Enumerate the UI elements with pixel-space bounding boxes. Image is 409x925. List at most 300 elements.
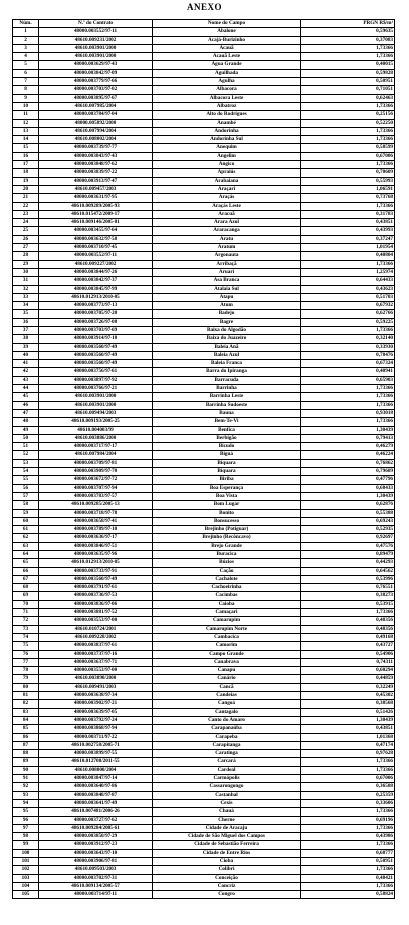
table-row bbox=[13, 277, 395, 285]
cell-prgn: 1,73366 bbox=[301, 202, 395, 210]
cell-contract: 48610.010724/2001 bbox=[39, 625, 153, 633]
cell-field-name: Boa Esperança bbox=[153, 484, 301, 492]
cell-field-name: Cacimbas bbox=[153, 592, 301, 600]
cell-contract: 48610.012708/2011-55 bbox=[39, 758, 153, 766]
cell-field-name: Biriba bbox=[153, 476, 301, 484]
cell-contract: 48610.009227/2002 bbox=[39, 260, 153, 268]
table-row bbox=[13, 36, 395, 44]
cell-contract: 48000.003643/97-10 bbox=[39, 849, 153, 857]
cell-prgn: 1,25974 bbox=[301, 268, 395, 276]
table-row bbox=[13, 210, 395, 218]
cell-field-name: Barrinha Sudoeste bbox=[153, 401, 301, 409]
table-row bbox=[13, 683, 395, 691]
cell-number: 20 bbox=[13, 185, 39, 193]
table-row bbox=[13, 443, 395, 451]
cell-field-name: Badejo bbox=[153, 310, 301, 318]
cell-prgn: 0,93018 bbox=[301, 409, 395, 417]
cell-prgn: 0,53996 bbox=[301, 575, 395, 583]
cell-number: 50 bbox=[13, 434, 39, 442]
cell-number: 2 bbox=[13, 36, 39, 44]
cell-prgn: 0,64433 bbox=[301, 277, 395, 285]
cell-prgn: 0,38568 bbox=[301, 700, 395, 708]
cell-prgn: 1,73366 bbox=[301, 53, 395, 61]
cell-contract: 48000.003792/97-24 bbox=[39, 716, 153, 724]
table-row bbox=[13, 360, 395, 368]
cell-field-name: Araçás Leste bbox=[153, 202, 301, 210]
cell-field-name: Cancã bbox=[153, 683, 301, 691]
cell-field-name: Barrinha Leste bbox=[153, 393, 301, 401]
cell-contract: 48610.012913/2010-05 bbox=[39, 559, 153, 567]
cell-prgn: 0,45302 bbox=[301, 692, 395, 700]
cell-contract: 48000.003718/97-78 bbox=[39, 509, 153, 517]
cell-contract: 48610.009289/2005-93 bbox=[39, 202, 153, 210]
cell-number: 102 bbox=[13, 866, 39, 874]
cell-prgn: 0,79609 bbox=[301, 468, 395, 476]
cell-contract: 48000.003902/97-21 bbox=[39, 700, 153, 708]
cell-field-name: Cherne bbox=[153, 816, 301, 824]
cell-number: 19 bbox=[13, 177, 39, 185]
cell-prgn: 0,55388 bbox=[301, 509, 395, 517]
table-row bbox=[13, 551, 395, 559]
cell-number: 12 bbox=[13, 119, 39, 127]
table-row bbox=[13, 775, 395, 783]
cell-contract: 48610.007481/2006-26 bbox=[39, 808, 153, 816]
cell-prgn: 0,67324 bbox=[301, 360, 395, 368]
cell-number: 73 bbox=[13, 625, 39, 633]
table-row bbox=[13, 849, 395, 857]
cell-number: 56 bbox=[13, 484, 39, 492]
cell-field-name: Albacora Leste bbox=[153, 94, 301, 102]
cell-prgn: 1,73366 bbox=[301, 136, 395, 144]
table-row bbox=[13, 293, 395, 301]
cell-field-name: Cidade de São Miguel dos Campos bbox=[153, 833, 301, 841]
cell-prgn: 0,67006 bbox=[301, 152, 395, 160]
header-number: Núm. bbox=[13, 20, 39, 28]
cell-number: 6 bbox=[13, 69, 39, 77]
table-row bbox=[13, 152, 395, 160]
cell-prgn: 1,01954 bbox=[301, 244, 395, 252]
cell-field-name: Carapeba bbox=[153, 733, 301, 741]
table-row bbox=[13, 244, 395, 252]
cell-prgn: 0,59225 bbox=[301, 318, 395, 326]
cell-field-name: Castanhal bbox=[153, 791, 301, 799]
cell-prgn: 1,01368 bbox=[301, 733, 395, 741]
cell-number: 16 bbox=[13, 152, 39, 160]
cell-field-name: Caratinga bbox=[153, 750, 301, 758]
cell-prgn: 0,76862 bbox=[301, 459, 395, 467]
cell-contract: 48000.003707/97-94 bbox=[39, 484, 153, 492]
cell-number: 88 bbox=[13, 750, 39, 758]
header-contract: N.º do Contrato bbox=[39, 20, 153, 28]
cell-contract: 48000.003726/97-08 bbox=[39, 318, 153, 326]
table-row bbox=[13, 127, 395, 135]
table-row bbox=[13, 791, 395, 799]
cell-number: 47 bbox=[13, 409, 39, 417]
table-row bbox=[13, 891, 395, 899]
cell-field-name: Biquara bbox=[153, 459, 301, 467]
cell-prgn: 1,73366 bbox=[301, 766, 395, 774]
cell-number: 84 bbox=[13, 716, 39, 724]
cell-number: 67 bbox=[13, 575, 39, 583]
cell-contract: 48000.003779/97-66 bbox=[39, 78, 153, 86]
cell-prgn: 0,62463 bbox=[301, 94, 395, 102]
cell-contract: 48000.003739/97-77 bbox=[39, 144, 153, 152]
cell-contract: 48000.003850/97-29 bbox=[39, 833, 153, 841]
cell-field-name: Cambacica bbox=[153, 633, 301, 641]
table-header-row bbox=[13, 20, 395, 28]
cell-contract: 48610.009457/2003 bbox=[39, 185, 153, 193]
cell-prgn: 0,50951 bbox=[301, 78, 395, 86]
table-row bbox=[13, 28, 395, 36]
cell-prgn: 0,54906 bbox=[301, 650, 395, 658]
cell-contract: 48000.003844/97-26 bbox=[39, 268, 153, 276]
cell-number: 51 bbox=[13, 443, 39, 451]
cell-contract: 48610.009231/2002 bbox=[39, 36, 153, 44]
cell-field-name: Candeias bbox=[153, 692, 301, 700]
cell-number: 35 bbox=[13, 310, 39, 318]
cell-field-name: Brejo Grande bbox=[153, 542, 301, 550]
table-row bbox=[13, 393, 395, 401]
table-row bbox=[13, 716, 395, 724]
cell-field-name: Baleia Franca bbox=[153, 360, 301, 368]
table-row bbox=[13, 575, 395, 583]
cell-number: 39 bbox=[13, 343, 39, 351]
table-row bbox=[13, 625, 395, 633]
cell-contract: 48000.003727/97-62 bbox=[39, 816, 153, 824]
cell-field-name: Acauã bbox=[153, 44, 301, 52]
cell-number: 77 bbox=[13, 658, 39, 666]
cell-contract: 48610.009503/2003 bbox=[39, 866, 153, 874]
cell-contract: 48610.004003/99 bbox=[39, 426, 153, 434]
table-row bbox=[13, 111, 395, 119]
cell-contract: 48000.003736/97-53 bbox=[39, 592, 153, 600]
table-row bbox=[13, 633, 395, 641]
cell-number: 46 bbox=[13, 401, 39, 409]
cell-number: 65 bbox=[13, 559, 39, 567]
cell-contract: 48610.008000/2004 bbox=[39, 766, 153, 774]
table-row bbox=[13, 857, 395, 865]
table-row bbox=[13, 119, 395, 127]
table-row bbox=[13, 617, 395, 625]
cell-field-name: Canto do Amaro bbox=[153, 716, 301, 724]
cell-contract: 48000.003672/97-72 bbox=[39, 476, 153, 484]
cell-contract: 48610.007985/2004 bbox=[39, 102, 153, 110]
cell-prgn: 0,31783 bbox=[301, 210, 395, 218]
cell-number: 37 bbox=[13, 326, 39, 334]
cell-field-name: Abalone bbox=[153, 28, 301, 36]
cell-number: 27 bbox=[13, 244, 39, 252]
table-row bbox=[13, 783, 395, 791]
cell-prgn: 1,73366 bbox=[301, 758, 395, 766]
cell-number: 52 bbox=[13, 451, 39, 459]
cell-field-name: Aratu bbox=[153, 235, 301, 243]
cell-prgn: 0,37083 bbox=[301, 36, 395, 44]
cell-field-name: Atum bbox=[153, 302, 301, 310]
cell-number: 34 bbox=[13, 302, 39, 310]
table-row bbox=[13, 102, 395, 110]
table-row bbox=[13, 750, 395, 758]
table-row bbox=[13, 86, 395, 94]
table-row bbox=[13, 302, 395, 310]
table-row bbox=[13, 675, 395, 683]
cell-field-name: Chauá bbox=[153, 808, 301, 816]
cell-prgn: 0,92697 bbox=[301, 534, 395, 542]
cell-prgn: 1,73366 bbox=[301, 44, 395, 52]
cell-contract: 48000.003733/97-91 bbox=[39, 567, 153, 575]
cell-field-name: Agulha bbox=[153, 78, 301, 86]
table-row bbox=[13, 310, 395, 318]
table-row bbox=[13, 434, 395, 442]
cell-contract: 48000.003711/97-22 bbox=[39, 733, 153, 741]
cell-field-name: Conceição bbox=[153, 874, 301, 882]
cell-field-name: Campo Grande bbox=[153, 650, 301, 658]
cell-field-name: Bauna bbox=[153, 409, 301, 417]
cell-contract: 48000.003552/97-11 bbox=[39, 252, 153, 260]
cell-number: 49 bbox=[13, 426, 39, 434]
cell-field-name: Concriz bbox=[153, 882, 301, 890]
cell-number: 71 bbox=[13, 609, 39, 617]
cell-field-name: Baixa do Algodão bbox=[153, 326, 301, 334]
cell-prgn: 0,55993 bbox=[301, 177, 395, 185]
cell-prgn: 0,59828 bbox=[301, 69, 395, 77]
table-row bbox=[13, 600, 395, 608]
cell-contract: 48610.007984/2004 bbox=[39, 451, 153, 459]
table-row bbox=[13, 708, 395, 716]
cell-field-name: Baleia Anã bbox=[153, 343, 301, 351]
table-row bbox=[13, 741, 395, 749]
cell-field-name: Angico bbox=[153, 161, 301, 169]
cell-prgn: 0,48421 bbox=[301, 874, 395, 882]
table-body bbox=[13, 28, 395, 899]
table-row bbox=[13, 841, 395, 849]
cell-contract: 48000.003658/97-41 bbox=[39, 517, 153, 525]
cell-prgn: 0,97628 bbox=[301, 750, 395, 758]
cell-prgn: 0,51426 bbox=[301, 708, 395, 716]
table-row bbox=[13, 426, 395, 434]
cell-contract: 48610.009491/2003 bbox=[39, 683, 153, 691]
cell-contract: 48610.009284/2005-61 bbox=[39, 824, 153, 832]
table-row bbox=[13, 534, 395, 542]
cell-prgn: 1,30439 bbox=[301, 426, 395, 434]
cell-field-name: Canapu bbox=[153, 667, 301, 675]
table-row bbox=[13, 78, 395, 86]
cell-prgn: 0,46224 bbox=[301, 451, 395, 459]
cell-field-name: Angelim bbox=[153, 152, 301, 160]
cell-field-name: Bicudo bbox=[153, 443, 301, 451]
table-row bbox=[13, 409, 395, 417]
table-row bbox=[13, 526, 395, 534]
cell-field-name: Asa Branca bbox=[153, 277, 301, 285]
cell-contract: 48000.003632/97-58 bbox=[39, 235, 153, 243]
cell-prgn: 1,73366 bbox=[301, 161, 395, 169]
cell-field-name: Baleia Azul bbox=[153, 351, 301, 359]
cell-number: 90 bbox=[13, 766, 39, 774]
cell-field-name: Colibri bbox=[153, 866, 301, 874]
cell-contract: 48000.003789/97-10 bbox=[39, 526, 153, 534]
cell-number: 74 bbox=[13, 633, 39, 641]
cell-contract: 48000.003842/97-09 bbox=[39, 69, 153, 77]
cell-contract: 48000.003637/97-71 bbox=[39, 658, 153, 666]
cell-number: 72 bbox=[13, 617, 39, 625]
cell-prgn: 0,48356 bbox=[301, 617, 395, 625]
cell-prgn: 0,65903 bbox=[301, 376, 395, 384]
cell-contract: 48000.003766/97-21 bbox=[39, 385, 153, 393]
cell-contract: 48000.003635/97-96 bbox=[39, 551, 153, 559]
cell-field-name: Albacora bbox=[153, 86, 301, 94]
cell-contract: 48000.003868/97-94 bbox=[39, 725, 153, 733]
cell-prgn: 0,43623 bbox=[301, 285, 395, 293]
cell-field-name: Andorinha Sul bbox=[153, 136, 301, 144]
cell-number: 40 bbox=[13, 351, 39, 359]
cell-field-name: Canário bbox=[153, 675, 301, 683]
table-row bbox=[13, 658, 395, 666]
table-row bbox=[13, 833, 395, 841]
cell-number: 93 bbox=[13, 791, 39, 799]
cell-field-name: Andorinha bbox=[153, 127, 301, 135]
cell-contract: 48610.009146/2005-81 bbox=[39, 219, 153, 227]
cell-contract: 48000.003847/97-14 bbox=[39, 775, 153, 783]
cell-prgn: 0,67932 bbox=[301, 302, 395, 310]
table-row bbox=[13, 401, 395, 409]
cell-prgn: 1,73366 bbox=[301, 401, 395, 409]
cell-prgn: 1,73366 bbox=[301, 808, 395, 816]
table-row bbox=[13, 501, 395, 509]
cell-contract: 48000.003914/97-18 bbox=[39, 335, 153, 343]
cell-field-name: Búzios bbox=[153, 559, 301, 567]
cell-field-name: Barra do Ipiranga bbox=[153, 368, 301, 376]
cell-contract: 48000.003553/97-00 bbox=[39, 617, 153, 625]
cell-number: 69 bbox=[13, 592, 39, 600]
cell-contract: 48000.003636/97-17 bbox=[39, 534, 153, 542]
cell-prgn: 0,78476 bbox=[301, 351, 395, 359]
cell-number: 43 bbox=[13, 376, 39, 384]
table-row bbox=[13, 285, 395, 293]
cell-field-name: Cexis bbox=[153, 799, 301, 807]
table-row bbox=[13, 476, 395, 484]
cell-prgn: 0,68777 bbox=[301, 849, 395, 857]
table-row bbox=[13, 161, 395, 169]
cell-field-name: Arara Azul bbox=[153, 219, 301, 227]
cell-field-name: Aruari bbox=[153, 268, 301, 276]
cell-prgn: 0,37247 bbox=[301, 235, 395, 243]
cell-field-name: Alto do Rodrigues bbox=[153, 111, 301, 119]
cell-contract: 48610.009285/2005-13 bbox=[39, 501, 153, 509]
cell-field-name: Cachoeirinha bbox=[153, 584, 301, 592]
table-row bbox=[13, 368, 395, 376]
cell-contract: 48610.008002/2004 bbox=[39, 136, 153, 144]
cell-field-name: Araçari bbox=[153, 185, 301, 193]
table-row bbox=[13, 335, 395, 343]
cell-prgn: 1,73366 bbox=[301, 127, 395, 135]
cell-number: 11 bbox=[13, 111, 39, 119]
table-row bbox=[13, 252, 395, 260]
cell-contract: 48000.003899/97-55 bbox=[39, 750, 153, 758]
cell-field-name: Caioba bbox=[153, 600, 301, 608]
cell-prgn: 1,30439 bbox=[301, 716, 395, 724]
table-row bbox=[13, 385, 395, 393]
cell-field-name: Arabaiana bbox=[153, 177, 301, 185]
cell-number: 41 bbox=[13, 360, 39, 368]
cell-prgn: 0,43986 bbox=[301, 833, 395, 841]
table-row bbox=[13, 559, 395, 567]
cell-number: 83 bbox=[13, 708, 39, 716]
cell-prgn: 1,73366 bbox=[301, 866, 395, 874]
cell-contract: 48000.003848/97-87 bbox=[39, 791, 153, 799]
cell-field-name: Aracuã bbox=[153, 210, 301, 218]
cell-field-name: Congro bbox=[153, 891, 301, 899]
table-row bbox=[13, 326, 395, 334]
table-row bbox=[13, 202, 395, 210]
table-row bbox=[13, 136, 395, 144]
table-row bbox=[13, 169, 395, 177]
cell-contract: 48000.003895/97-67 bbox=[39, 94, 153, 102]
cell-number: 60 bbox=[13, 517, 39, 525]
cell-number: 53 bbox=[13, 459, 39, 467]
cell-number: 95 bbox=[13, 808, 39, 816]
cell-contract: 48000.003906/97-81 bbox=[39, 857, 153, 865]
cell-field-name: Araracanga bbox=[153, 227, 301, 235]
cell-field-name: Cachalote bbox=[153, 575, 301, 583]
cell-contract: 48610.009228/2002 bbox=[39, 633, 153, 641]
cell-prgn: 0,43851 bbox=[301, 219, 395, 227]
cell-number: 4 bbox=[13, 53, 39, 61]
header-prgn: PRGN R$/m³ bbox=[301, 20, 395, 28]
cell-contract: 48610.003886/2000 bbox=[39, 434, 153, 442]
table-row bbox=[13, 509, 395, 517]
cell-field-name: Camarupim Norte bbox=[153, 625, 301, 633]
cell-prgn: 0,46279 bbox=[301, 443, 395, 451]
cell-contract: 48000.003912/97-23 bbox=[39, 841, 153, 849]
cell-prgn: 0,52935 bbox=[301, 526, 395, 534]
table-row bbox=[13, 53, 395, 61]
cell-contract: 48000.003640/97-86 bbox=[39, 783, 153, 791]
cell-contract: 48000.003629/97-43 bbox=[39, 61, 153, 69]
cell-prgn: 0,40804 bbox=[301, 252, 395, 260]
cell-number: 21 bbox=[13, 194, 39, 202]
table-row bbox=[13, 484, 395, 492]
cell-number: 91 bbox=[13, 775, 39, 783]
cell-contract: 48000.003845/97-99 bbox=[39, 285, 153, 293]
cell-number: 96 bbox=[13, 816, 39, 824]
cell-contract: 48000.003837/97-61 bbox=[39, 642, 153, 650]
cell-number: 28 bbox=[13, 252, 39, 260]
cell-number: 13 bbox=[13, 127, 39, 135]
cell-prgn: 0,59635 bbox=[301, 28, 395, 36]
table-row bbox=[13, 376, 395, 384]
cell-number: 63 bbox=[13, 542, 39, 550]
cell-prgn: 0,25156 bbox=[301, 111, 395, 119]
cell-field-name: Carapitanga bbox=[153, 741, 301, 749]
table-row bbox=[13, 650, 395, 658]
cell-field-name: Água Grande bbox=[153, 61, 301, 69]
cell-contract: 48000.003897/97-92 bbox=[39, 376, 153, 384]
cell-field-name: Cantagalo bbox=[153, 708, 301, 716]
cell-contract: 48000.003455/97-64 bbox=[39, 227, 153, 235]
table-row bbox=[13, 144, 395, 152]
table-row bbox=[13, 418, 395, 426]
table-row bbox=[13, 459, 395, 467]
cell-prgn: 0,58599 bbox=[301, 144, 395, 152]
cell-number: 55 bbox=[13, 476, 39, 484]
cell-contract: 48000.003560/97-49 bbox=[39, 360, 153, 368]
cell-contract: 48000.003783/97-57 bbox=[39, 492, 153, 500]
cell-prgn: 0,44293 bbox=[301, 559, 395, 567]
cell-number: 33 bbox=[13, 293, 39, 301]
cell-number: 62 bbox=[13, 534, 39, 542]
table-row bbox=[13, 260, 395, 268]
cell-number: 89 bbox=[13, 758, 39, 766]
cell-contract: 48000.003560/97-49 bbox=[39, 575, 153, 583]
